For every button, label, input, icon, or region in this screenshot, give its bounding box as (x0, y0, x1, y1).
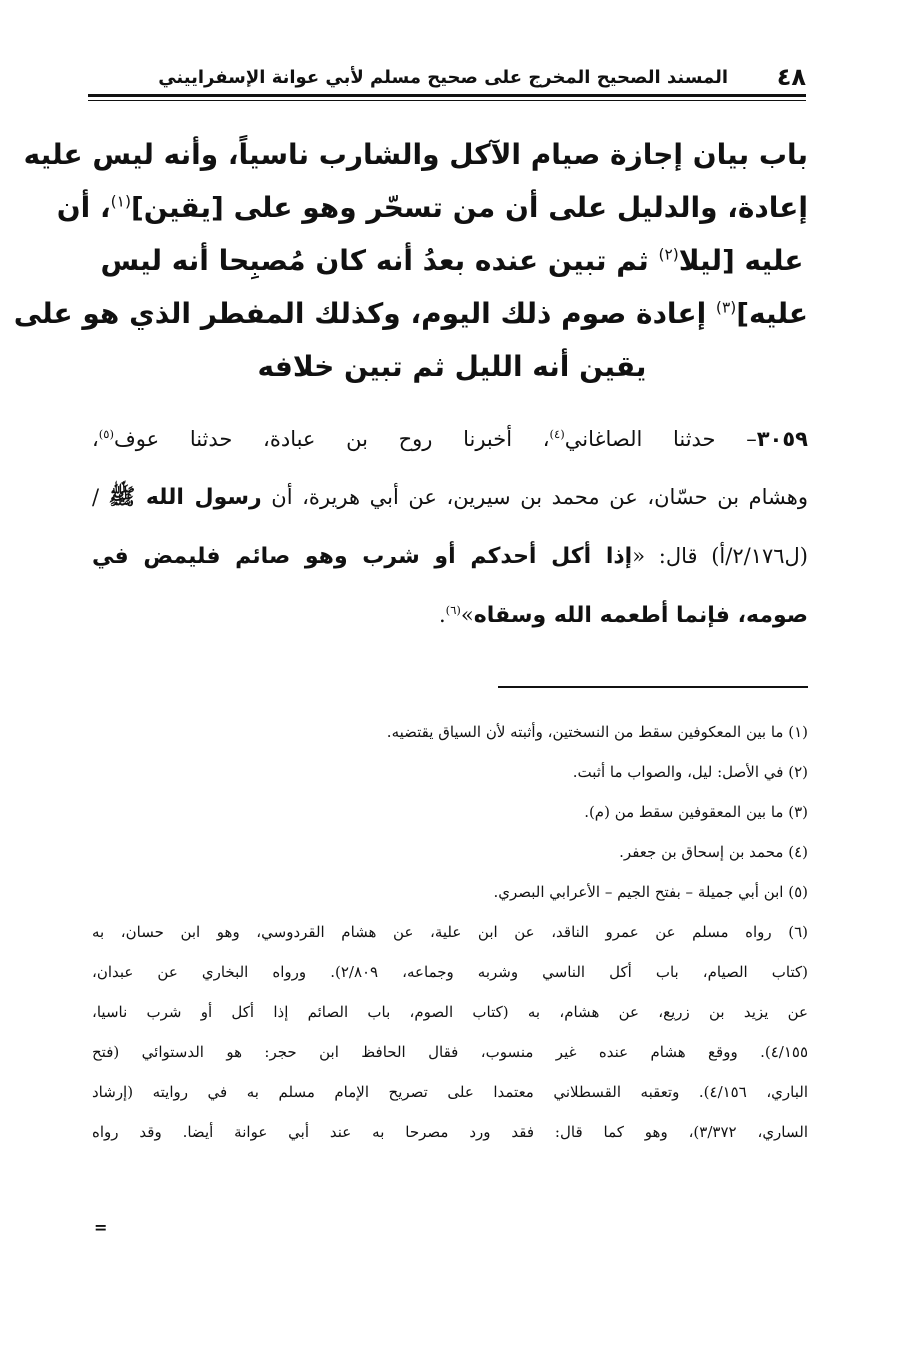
chapter-text: إعادة صوم ذلك اليوم، وكذلك المفطر الذي هو على (13, 297, 716, 330)
hadith-line (92, 586, 808, 645)
hadith-text: . (438, 603, 446, 627)
hadith-line (92, 410, 808, 468)
hadith-line (92, 527, 808, 586)
header-rule-thick (88, 94, 806, 97)
chapter-text: عليه [ليلا (678, 244, 804, 277)
footnote-6-line: عن يزيد بن زريع، عن هشام، به (كتاب الصوم، باب الصائم إذا أكل أو شرب ناسيا، (92, 1003, 808, 1021)
footnote-separator (498, 686, 808, 688)
footnote-6-line: (كتاب الصيام، باب أكل الناسي وشربه وجماعه، ٢/٨٠٩). ورواه البخاري عن عبدان، (92, 963, 808, 981)
footnote-6-line: (٦) رواه مسلم عن عمرو الناقد، عن ابن علية، عن هشام القردوسي، وهو ابن حسان، به (92, 923, 808, 941)
footnote-6-line: الباري، ٤/١٥٦). وتعقبه القسطلاني معتمدا على تصريح الإمام مسلم به في روايته (إرشاد (92, 1083, 808, 1101)
hadith-number: ٣٠٥٩ (756, 427, 808, 451)
chapter-text: ، أن (56, 191, 111, 224)
chapter-text: باب بيان إجازة صيام الآكل والشارب ناسياً، وأنه ليس عليه (23, 138, 808, 171)
chapter-title-line (13, 287, 808, 340)
header-rule-thin (88, 100, 806, 101)
footnote-ref: (٥) (98, 427, 115, 441)
footnote-3: (٣) ما بين المعقوفين سقط من (م). (584, 803, 808, 821)
chapter-title-line (56, 181, 808, 234)
hadith-text: / (92, 485, 109, 509)
hadith-paragraph (92, 410, 808, 645)
page-header (88, 62, 806, 100)
footnote-ref: (٣) (715, 298, 737, 317)
hadith-line (92, 468, 808, 527)
chapter-text: عليه] (736, 297, 808, 330)
footnote-6-line: الساري، ٣/٣٧٢)، وهو كما قال: فقد ورد مصرحا به عند أبي عوانة أيضا. وقد رواه (92, 1123, 808, 1141)
footnote-6-line: ٤/١٥٥). ووقع هشام عنده غير منسوب، فقال الحافظ ابن حجر: هو الدستوائي (فتح (92, 1043, 808, 1061)
footnote-1: (١) ما بين المعكوفين سقط من النسختين، وأثبته لأن السياق يقتضيه. (386, 723, 808, 741)
chapter-title (13, 128, 808, 393)
footnote-ref: (١) (110, 192, 131, 211)
chapter-text: يقين أنه الليل ثم تبين خلافه (257, 350, 647, 383)
chapter-title-line (96, 234, 808, 287)
chapter-text: إعادة، والدليل على أن من تسحّر وهو على [يقين] (130, 191, 808, 224)
footnote-2: (٢) في الأصل: ليل، والصواب ما أثبت. (572, 763, 808, 781)
chapter-title-line (96, 340, 808, 393)
footnotes (92, 712, 808, 1152)
hadith-bold-text: إذا أكل أحدكم أو شرب وهو صائم فليمض في (92, 544, 633, 569)
footnote-ref: (٤) (549, 427, 565, 441)
page-number: ٤٨ (776, 63, 806, 91)
footnote-4: (٤) محمد بن إسحاق بن جعفر. (619, 843, 808, 861)
footnote-ref: (٢) (658, 245, 679, 264)
hadith-bold-text: صومه، فإنما أطعمه الله وسقاه (473, 603, 808, 628)
running-title: المسند الصحيح المخرج على صحيح مسلم لأبي عوانة الإسفراييني (158, 67, 728, 88)
footnote-continuation-mark: = (94, 1218, 108, 1237)
footnote-5: (٥) ابن أبي جميلة – بفتح الجيم – الأعرابي البصري. (493, 883, 808, 901)
chapter-title-line (23, 128, 808, 181)
hadith-text: – حدثنا الصاغاني (564, 427, 757, 451)
hadith-bold-text: رسول الله ﷺ (108, 485, 262, 510)
hadith-text: وهشام بن حسّان، عن محمد بن سيرين، عن أبي هريرة، أن (261, 485, 808, 509)
hadith-text: (ل٢/١٧٦/أ) قال: « (632, 544, 808, 568)
hadith-text: ، (92, 427, 99, 451)
hadith-text: » (460, 603, 474, 627)
hadith-text: ، أخبرنا روح بن عبادة، حدثنا عوف (114, 427, 550, 451)
chapter-text: ثم تبين عنده بعدُ أنه كان مُصبِحا أنه ليس (100, 244, 659, 277)
footnote-ref: (٦) (445, 603, 461, 617)
